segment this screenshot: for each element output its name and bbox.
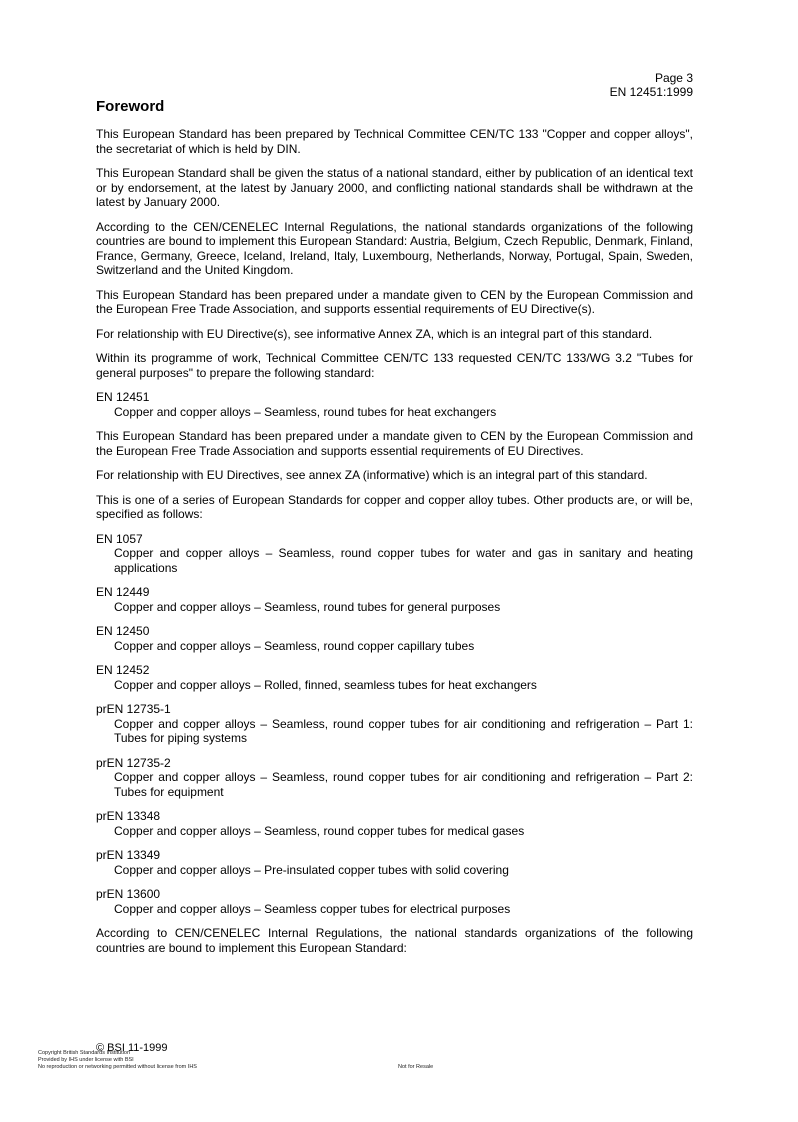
paragraph: This European Standard has been prepared by Technical Committee CEN/TC 133 "Copper and copper alloys", the secretariat of which is held by DIN.: [96, 127, 693, 156]
standard-title: Copper and copper alloys – Seamless, round copper tubes for medical gases: [114, 823, 525, 838]
standard-number: EN 1057: [96, 531, 143, 546]
standard-entry: [96, 848, 693, 877]
standard-number: EN 12449: [96, 585, 150, 599]
page-title: Foreword: [96, 98, 165, 115]
standard-number: prEN 13600: [96, 887, 161, 901]
standard-number: EN 12451: [96, 390, 150, 404]
standard-title: Copper and copper alloys – Seamless, round tubes for heat exchangers: [114, 404, 497, 419]
paragraph: This European Standard has been prepared under a mandate given to CEN by the European Commission and the European Free Trade Association and supports essential requirements of EU Directives.: [96, 429, 693, 458]
standard-title: Copper and copper alloys – Pre-insulated copper tubes with solid covering: [114, 862, 509, 877]
footer-copyright: © BSI 11-1999: [96, 1042, 168, 1054]
standard-entry: [96, 887, 693, 916]
standard-number: prEN 12735-2: [96, 755, 171, 770]
footer-license: [38, 1050, 197, 1071]
paragraph: Within its programme of work, Technical Committee CEN/TC 133 requested CEN/TC 133/WG 3.2 "Tubes for general purposes" to prepare the following standard:: [96, 351, 693, 380]
footer-line: Copyright British Standards Institution: [38, 1050, 131, 1056]
page-header: [610, 71, 693, 99]
standard-entry: [96, 390, 693, 419]
paragraph: This European Standard shall be given the status of a national standard, either by publication of an identical text or by endorsement, at the latest by January 2000, and conflicting national standards shall be withdrawn at the latest by January 2000.: [96, 166, 693, 209]
footer-line: No reproduction or networking permitted without license from IHS: [38, 1064, 197, 1070]
standard-title: Copper and copper alloys – Seamless, round copper tubes for air conditioning and refrigeration – Part 2: Tubes for equipment: [114, 770, 693, 799]
page-number: Page 3: [654, 71, 693, 85]
standard-title: Copper and copper alloys – Seamless, round copper capillary tubes: [114, 638, 475, 653]
standard-title: Copper and copper alloys – Seamless, round copper tubes for air conditioning and refrigeration – Part 1: Tubes for piping systems: [114, 716, 693, 745]
standard-entry: [96, 756, 693, 800]
paragraph: According to the CEN/CENELEC Internal Regulations, the national standards organizations of the following countries are bound to implement this European Standard: Austria, Belgium, Czech Republic, Denmark, Finland, France, Germany, Greece, Iceland, Ireland, Italy, Luxembourg, Netherlands, Norway, Portugal, Spain, Sweden, Switzerland and the United Kingdom.: [96, 219, 693, 277]
standard-entry: [96, 663, 693, 692]
standard-number: prEN 13349: [96, 848, 161, 862]
standard-number: prEN 13348: [96, 809, 161, 823]
paragraph: For relationship with EU Directive(s), see informative Annex ZA, which is an integral part of this standard.: [96, 326, 653, 341]
standard-title: Copper and copper alloys – Seamless, round tubes for general purposes: [114, 599, 501, 614]
paragraph: This is one of a series of European Standards for copper and copper alloy tubes. Other products are, or will be, specified as follows:: [96, 492, 693, 521]
standard-entry: [96, 809, 693, 838]
standard-entry: [96, 624, 693, 653]
footer-resale: Not for Resale: [398, 1064, 434, 1070]
standard-number: EN 12450: [96, 624, 150, 638]
standard-number: prEN 12735-1: [96, 702, 171, 716]
standard-entry: [96, 702, 693, 746]
paragraph: For relationship with EU Directives, see annex ZA (informative) which is an integral part of this standard.: [96, 468, 648, 482]
footer-line: Provided by IHS under license with BSI: [38, 1057, 134, 1063]
standard-title: Copper and copper alloys – Seamless, round copper tubes for water and gas in sanitary and heating applications: [114, 546, 693, 575]
standard-number: EN 12452: [96, 663, 150, 677]
standard-title: Copper and copper alloys – Seamless copper tubes for electrical purposes: [114, 901, 511, 916]
document-body: [96, 127, 693, 965]
paragraph: This European Standard has been prepared under a mandate given to CEN by the European Commission and the European Free Trade Association, and supports essential requirements of EU Directive(s).: [96, 287, 693, 316]
standard-entry: [96, 585, 693, 614]
standard-entry: [96, 532, 693, 576]
document-id: EN 12451:1999: [609, 85, 693, 99]
paragraph: According to CEN/CENELEC Internal Regulations, the national standards organizations of the following countries are bound to implement this European Standard:: [96, 926, 693, 955]
standard-title: Copper and copper alloys – Rolled, finned, seamless tubes for heat exchangers: [114, 677, 537, 692]
